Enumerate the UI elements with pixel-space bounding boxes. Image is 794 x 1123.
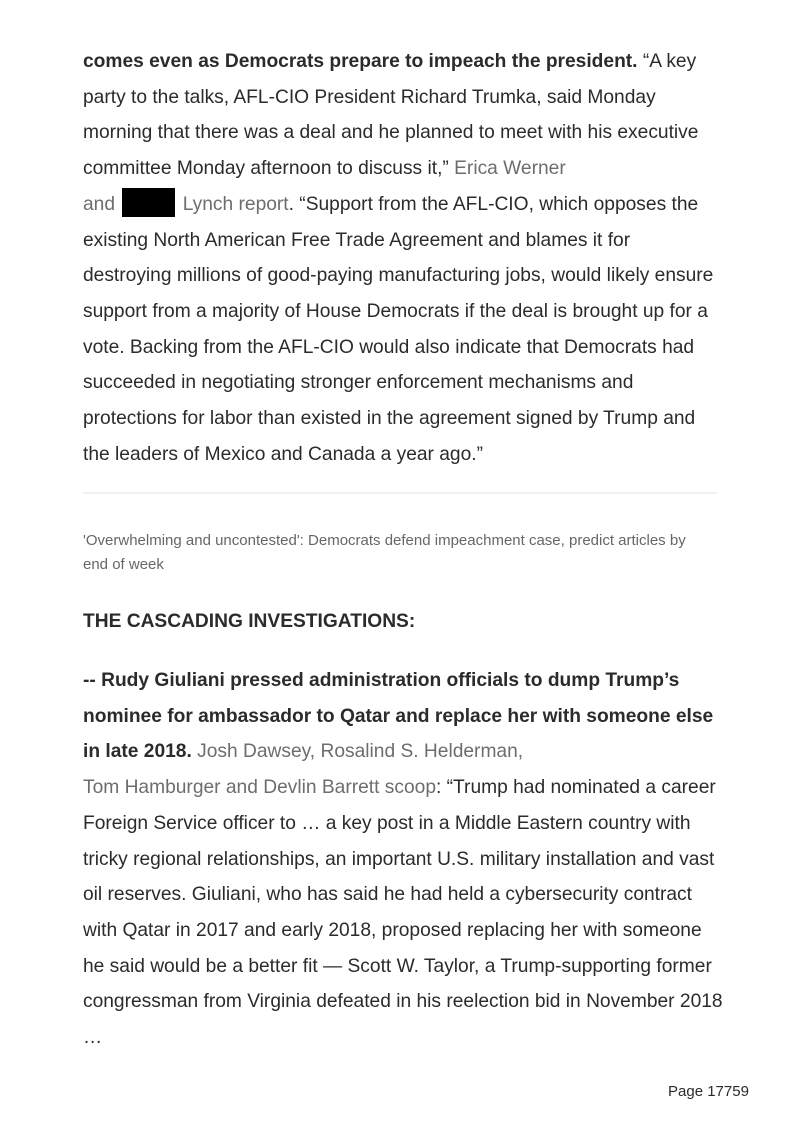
paragraph-text: “A key party to the talks, AFL-CIO President Richard Trumka, said Monday morning that there was a deal and he planned to meet with his executive committee Monday afternoon to discuss it,” (83, 51, 699, 180)
author-link-erica-werner[interactable]: Erica Werner (454, 158, 566, 180)
author-link-conjunction[interactable]: and (83, 193, 121, 215)
paragraph-bold-lead: comes even as Democrats prepare to impeach the president. (83, 51, 638, 72)
article-paragraph-giuliani (83, 663, 723, 1056)
author-links-scoop[interactable]: Josh Dawsey, Rosalind S. Helderman, (191, 741, 524, 763)
author-links-scoop-continued[interactable]: Tom Hamburger and Devlin Barrett scoop (83, 777, 436, 799)
page-number: Page 17759 (668, 1083, 749, 1100)
paragraph-text-continued: . “Support from the AFL-CIO, which opposes the existing North American Free Trade Agreement and blames it for destroying millions of good-paying manufacturing jobs, would likely ensure support from a majority of House Democrats if the deal is brought up for a vote. Backing from the AFL-CIO would also indicate that Democrats had succeeded in negotiating stronger enforcement mechanisms and protections for labor than existed in the agreement signed by Trump and the leaders of Mexico and Canada a year ago.” (83, 193, 714, 465)
related-article-link[interactable]: 'Overwhelming and uncontested': Democrats defend impeachment case, predict articles by end of week (83, 532, 686, 573)
paragraph-text: : “Trump had nominated a career Foreign Service officer to … a key post in a Middle Eastern country with tricky regional relationships, an important U.S. military installation and vast oil reserves. Giuliani, who has said he had held a cybersecurity contract with Qatar in 2017 and early 2018, proposed replacing her with someone he said would be a better fit — Scott W. Taylor, a Trump-supporting former congressman from Virginia defeated in his reelection bid in November 2018 … (83, 777, 723, 1049)
paragraph-bold-lead: -- Rudy Giuliani pressed administration officials to dump Trump’s nominee for ambassador to Qatar and replace her with someone else in late 2018. (83, 670, 714, 763)
article-paragraph-usmca (83, 44, 723, 472)
redaction-box (122, 188, 175, 217)
section-heading: THE CASCADING INVESTIGATIONS: (83, 611, 416, 632)
section-divider (83, 492, 717, 494)
author-link-lynch-report[interactable]: Lynch report (177, 193, 289, 215)
